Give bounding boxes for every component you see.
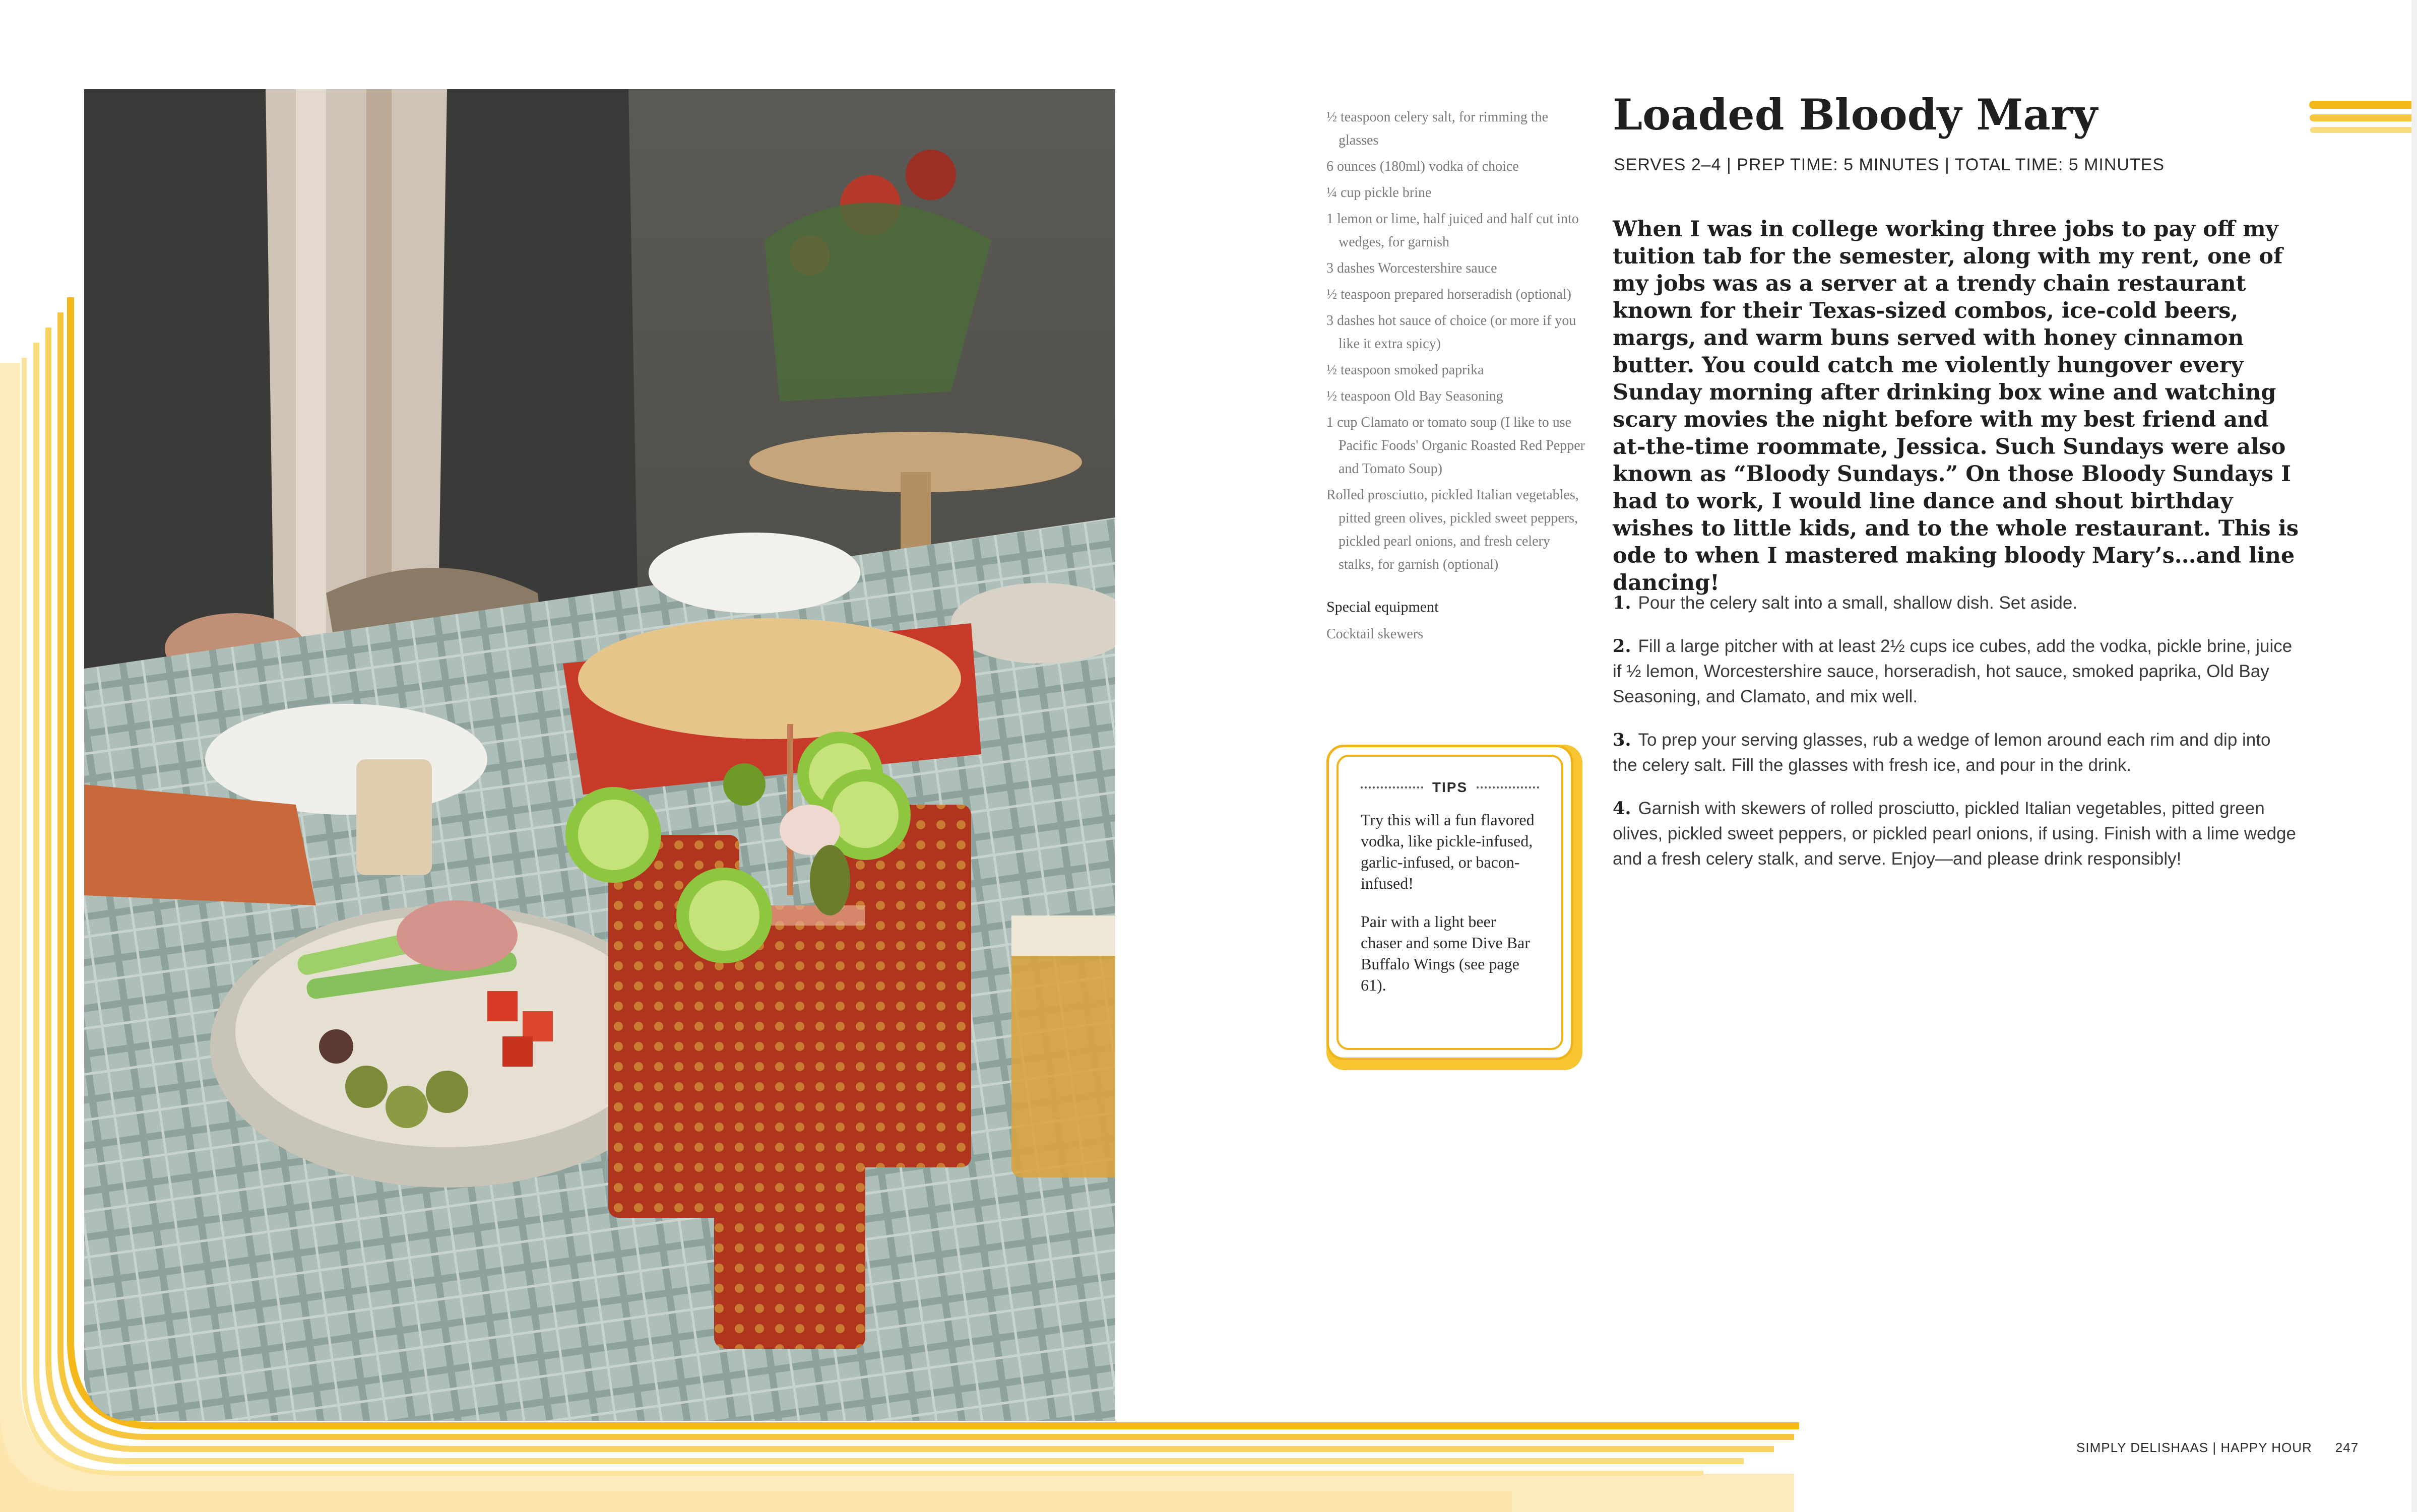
- step-number: 1.: [1613, 593, 1631, 613]
- equipment-item: Cocktail skewers: [1326, 626, 1424, 642]
- ingredient-item: 3 dashes Worcestershire sauce: [1326, 260, 1497, 276]
- step-text: To prep your serving glasses, rub a wedge of lemon around each rim and dip into the celery salt. Fill the glasses with fresh ice, and pour in the drink.: [1613, 730, 2271, 775]
- ingredient-item: ½ teaspoon prepared horseradish (optional): [1326, 287, 1571, 302]
- step-number: 2.: [1613, 636, 1631, 656]
- tip-item: Try this will a fun flavored vodka, like pickle-infused, garlic-infused, or bacon-infused!: [1361, 811, 1535, 892]
- step-number: 3.: [1613, 730, 1631, 750]
- recipe-step: [1613, 796, 2298, 872]
- ingredient-item: ½ teaspoon Old Bay Seasoning: [1326, 388, 1503, 404]
- ingredients-list: [1326, 106, 1588, 646]
- page-number: 247: [2335, 1440, 2359, 1455]
- recipe-intro: When I was in college working three jobs to pay off my tuition tab for the semester, along with my rent, one of my jobs was as a server at a trendy chain restaurant known for their Texas-sized combos, ice-cold beers, margs, and warm buns served with honey cinnamon butter. You could catch me violently hungover every Sunday morning after drinking box wine and watching scary movies the night before with my best friend and at-the-time roommate, Jessica. Such Sundays were also known as “Bloody Sundays.” On those Bloody Sundays I had to work, I would line dance and shout birthday wishes to little kids, and to the whole restaurant. This is ode to when I mastered making bloody Mary’s…and line dancing!: [1613, 217, 2299, 596]
- tips-header: [1361, 777, 1539, 798]
- ingredient-item: 3 dashes hot sauce of choice (or more if you like it extra spicy): [1326, 313, 1576, 352]
- ingredient-item: 1 lemon or lime, half juiced and half cut into wedges, for garnish: [1326, 211, 1579, 250]
- step-text: Pour the celery salt into a small, shallow dish. Set aside.: [1638, 593, 2078, 613]
- recipe-steps: [1613, 590, 2298, 890]
- dotted-rule: [1361, 786, 1423, 788]
- food-photo: [84, 89, 1115, 1421]
- ingredient-item: Rolled prosciutto, pickled Italian vegetables, pitted green olives, pickled sweet peppers, pickled pearl onions, and fresh celery stalks, for garnish (optional): [1326, 487, 1579, 572]
- step-text: Fill a large pitcher with at least 2½ cups ice cubes, add the vodka, pickle brine, juice if ½ lemon, Worcestershire sauce, horseradish, hot sauce, smoked paprika, Old Bay Seasoning, and Clamato, and mix well.: [1613, 636, 2293, 706]
- recipe-step: [1613, 590, 2298, 616]
- tips-box: [1337, 755, 1563, 1050]
- dotted-rule: [1477, 786, 1539, 788]
- tip-item: Pair with a light beer chaser and some Dive Bar Buffalo Wings (see page 61).: [1361, 912, 1530, 994]
- page-footer: [2076, 1440, 2359, 1456]
- recipe-step: [1613, 728, 2298, 778]
- ingredient-item: ¼ cup pickle brine: [1326, 185, 1432, 201]
- ingredient-item: ½ teaspoon smoked paprika: [1326, 362, 1484, 378]
- food-photo-image: [84, 89, 1115, 1421]
- step-text: Garnish with skewers of rolled prosciutto, pickled Italian vegetables, pitted green olives, pickled sweet peppers, or pickled pearl onions, if using. Finish with a lime wedge and a fresh celery stalk, and serve. Enjoy—and please drink responsibly!: [1613, 799, 2296, 869]
- tips-label: TIPS: [1432, 779, 1468, 795]
- ingredient-item: ½ teaspoon celery salt, for rimming the glasses: [1326, 109, 1549, 148]
- ingredient-item: 6 ounces (180ml) vodka of choice: [1326, 159, 1519, 174]
- equipment-title: Special equipment: [1326, 599, 1439, 615]
- recipe-step: [1613, 634, 2298, 709]
- recipe-meta: SERVES 2–4 | PREP TIME: 5 MINUTES | TOTAL TIME: 5 MINUTES: [1614, 155, 2165, 174]
- step-number: 4.: [1613, 798, 1631, 819]
- running-head: SIMPLY DELISHAAS | HAPPY HOUR: [2076, 1440, 2312, 1455]
- ingredient-item: 1 cup Clamato or tomato soup (I like to use Pacific Foods' Organic Roasted Red Pepper and Tomato Soup): [1326, 415, 1585, 477]
- recipe-title: Loaded Bloody Mary: [1613, 90, 2097, 140]
